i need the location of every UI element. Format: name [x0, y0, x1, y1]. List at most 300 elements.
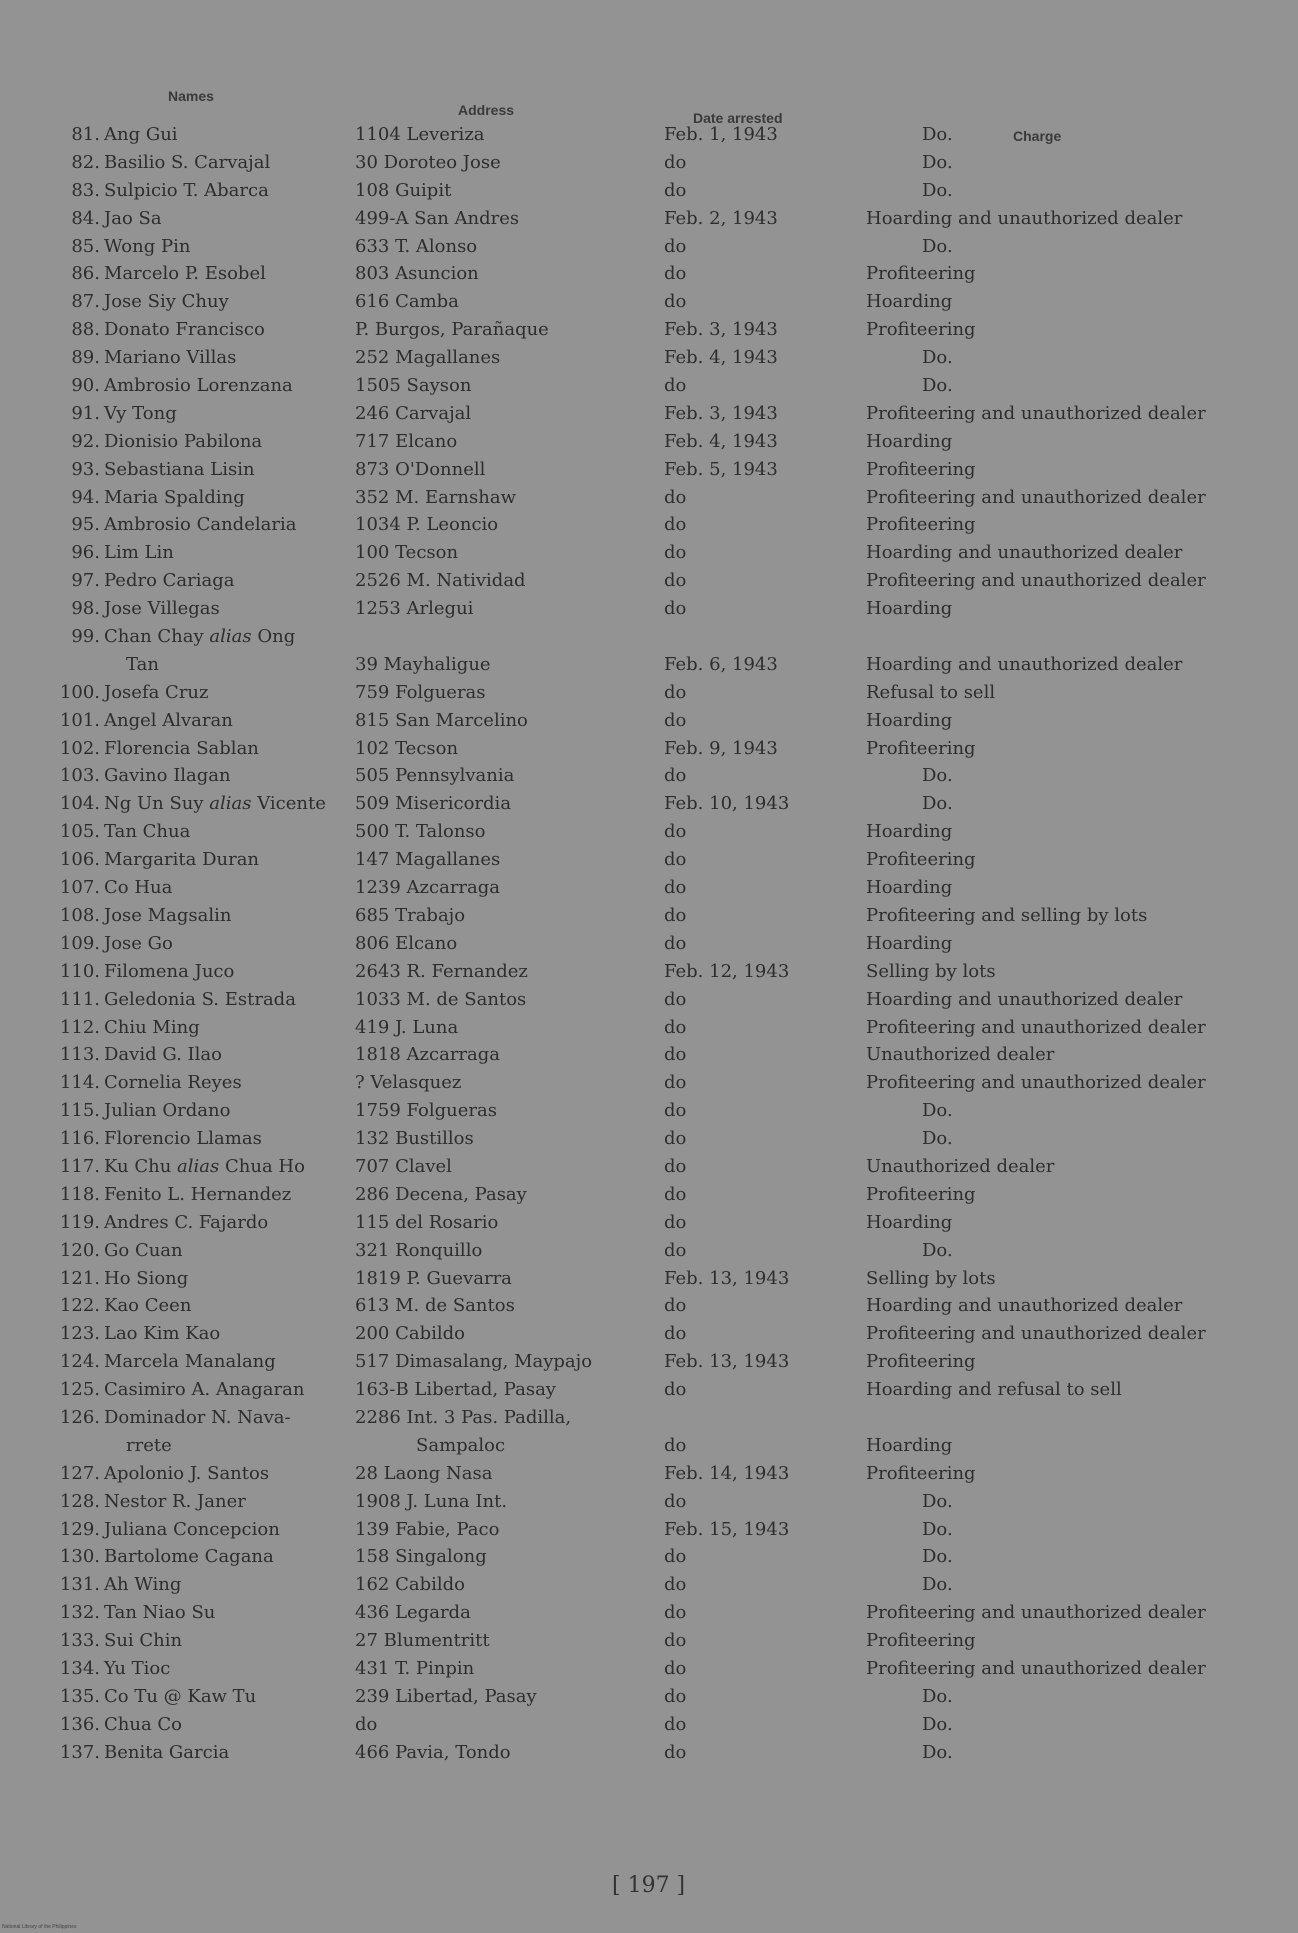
entry-number: 83. [71, 179, 100, 201]
entry-charge: Do. [922, 1490, 953, 1512]
entry-charge: Do. [922, 347, 953, 369]
entry-name: Jose Go [104, 932, 173, 954]
entry-name: Sulpicio T. Abarca [104, 179, 269, 201]
entry-charge: Do. [922, 179, 953, 201]
entry-address: 685 Trabajo [355, 904, 466, 926]
table-row [56, 1209, 1236, 1237]
entry-date: Feb. 6, 1943 [664, 653, 778, 675]
entry-date: Feb. 10, 1943 [664, 793, 790, 815]
entry-date: do [664, 1741, 687, 1763]
table-row [56, 1543, 1236, 1571]
entry-address: 2643 R. Fernandez [355, 960, 528, 982]
table-row [56, 790, 1236, 818]
entry-name: Yu Tioc [104, 1657, 171, 1679]
table-row [56, 846, 1236, 874]
entry-name: Florencio Llamas [104, 1128, 262, 1150]
entry-address: 613 M. de Santos [355, 1295, 515, 1317]
entry-number: 109. [59, 932, 100, 954]
entry-date: do [664, 1434, 687, 1456]
entry-address: 505 Pennsylvania [355, 765, 515, 787]
entry-date: Feb. 4, 1943 [664, 430, 778, 452]
entry-name: David G. Ilao [104, 1044, 222, 1066]
entry-address: 431 T. Pinpin [355, 1657, 475, 1679]
entry-name: Sebastiana Lisin [104, 458, 255, 480]
entry-date: Feb. 14, 1943 [664, 1462, 790, 1484]
entry-date: do [664, 1490, 687, 1512]
entry-number: 81. [71, 124, 100, 145]
entry-charge: Do. [922, 1713, 953, 1735]
entry-address: 707 Clavel [355, 1155, 452, 1177]
entry-number: 99. [71, 626, 100, 648]
entry-number: 111. [59, 988, 100, 1010]
entry-date: do [664, 598, 687, 620]
table-row [56, 511, 1236, 539]
entry-name: Angel Alvaran [104, 709, 233, 731]
entry-charge: Profiteering and unauthorized dealer [866, 1016, 1206, 1038]
entry-address: 30 Doroteo Jose [355, 151, 501, 173]
entry-name: Filomena Juco [104, 960, 235, 982]
entries-list [56, 121, 1236, 1767]
entry-name: Ambrosio Lorenzana [104, 375, 293, 397]
entry-address: 806 Elcano [355, 932, 458, 954]
entry-address: 759 Folgueras [355, 681, 486, 703]
entry-date: do [664, 1016, 687, 1038]
entry-name: Vy Tong [104, 402, 177, 424]
entry-charge: Do. [922, 1518, 953, 1540]
table-row [56, 1292, 1236, 1320]
entry-name: Ho Siong [104, 1267, 189, 1289]
entry-address: 873 O'Donnell [355, 458, 486, 480]
table-row [56, 260, 1236, 288]
entry-number: 131. [59, 1574, 100, 1596]
entry-date: Feb. 1, 1943 [664, 124, 778, 145]
entry-charge: Profiteering and selling by lots [866, 904, 1148, 926]
entry-date: Feb. 3, 1943 [664, 402, 778, 424]
entry-charge: Do. [922, 1685, 953, 1707]
entry-name: Apolonio J. Santos [104, 1462, 270, 1484]
header-charge: Charge [1013, 128, 1062, 144]
entry-address-continued: Sampaloc [416, 1434, 506, 1456]
entry-address: 2526 M. Natividad [355, 570, 526, 592]
entry-number: 104. [59, 793, 100, 815]
entry-charge: Profiteering [866, 1351, 976, 1373]
table-row [56, 1599, 1236, 1627]
table-row [56, 707, 1236, 735]
entry-name: Jose Magsalin [104, 904, 232, 926]
entry-charge: Profiteering and unauthorized dealer [866, 486, 1206, 508]
entry-charge: Hoarding and unauthorized dealer [866, 542, 1183, 564]
entry-address: 1239 Azcarraga [355, 877, 501, 899]
entry-charge: Hoarding and unauthorized dealer [866, 1295, 1183, 1317]
entry-address: 803 Asuncion [355, 263, 479, 285]
entry-number: 101. [59, 709, 100, 731]
entry-charge: Profiteering [866, 458, 976, 480]
entry-name: Ang Gui [104, 124, 178, 145]
entry-name: Fenito L. Hernandez [104, 1183, 292, 1205]
entry-address: 39 Mayhaligue [355, 653, 491, 675]
entry-charge: Hoarding [866, 430, 953, 452]
entry-charge: Profiteering [866, 849, 976, 871]
entry-name: Marcela Manalang [104, 1351, 276, 1373]
entry-address: 517 Dimasalang, Maypajo [355, 1351, 593, 1373]
entry-date: do [664, 151, 687, 173]
entry-charge: Do. [922, 1546, 953, 1568]
entry-name: Go Cuan [104, 1239, 183, 1261]
entry-address: 1819 P. Guevarra [355, 1267, 512, 1289]
entry-charge: Profiteering and unauthorized dealer [866, 1602, 1206, 1624]
entry-date: do [664, 1211, 687, 1233]
entry-number: 94. [71, 486, 100, 508]
entry-address: 108 Guipit [355, 179, 452, 201]
entry-charge: Profiteering [866, 319, 976, 341]
entry-date: do [664, 1044, 687, 1066]
entry-date: Feb. 2, 1943 [664, 207, 778, 229]
entry-name: Sui Chin [104, 1630, 183, 1652]
entry-charge: Hoarding [866, 877, 953, 899]
entry-address: 466 Pavia, Tondo [355, 1741, 511, 1763]
entry-name: Margarita Duran [104, 849, 260, 871]
entry-charge: Profiteering [866, 1630, 976, 1652]
entry-date: do [664, 1602, 687, 1624]
table-row [56, 679, 1236, 707]
entry-charge: Hoarding and unauthorized dealer [866, 207, 1183, 229]
entry-address: 2286 Int. 3 Pas. Padilla, [355, 1406, 572, 1428]
entry-name: Gavino Ilagan [104, 765, 231, 787]
entry-address: 1104 Leveriza [355, 124, 485, 145]
entry-date: Feb. 13, 1943 [664, 1267, 790, 1289]
entry-number: 134. [59, 1657, 100, 1679]
table-row [56, 1711, 1236, 1739]
entry-address: 509 Misericordia [355, 793, 512, 815]
entry-date: do [664, 1128, 687, 1150]
entry-charge: Selling by lots [866, 960, 996, 982]
entry-date: do [664, 849, 687, 871]
entry-address: 717 Elcano [355, 430, 458, 452]
entry-charge: Unauthorized dealer [866, 1155, 1055, 1177]
entry-number: 117. [59, 1155, 100, 1177]
entry-date: do [664, 821, 687, 843]
entry-number: 123. [59, 1323, 100, 1345]
entry-number: 135. [59, 1685, 100, 1707]
entry-charge: Hoarding [866, 709, 953, 731]
entry-date: do [664, 179, 687, 201]
entry-charge: Hoarding and refusal to sell [866, 1379, 1122, 1401]
entry-name: Dominador N. Nava- [104, 1406, 291, 1428]
entry-date: do [664, 932, 687, 954]
entry-name: Jose Siy Chuy [104, 291, 229, 313]
entry-address: 246 Carvajal [355, 402, 472, 424]
header-date-arrested: Date arrested [693, 110, 783, 126]
table-row [56, 1348, 1236, 1376]
table-row [56, 1320, 1236, 1348]
entry-name: Marcelo P. Esobel [104, 263, 266, 285]
entry-address: 616 Camba [355, 291, 459, 313]
entry-charge: Profiteering and unauthorized dealer [866, 1657, 1206, 1679]
table-row [56, 1739, 1236, 1767]
entry-name: Chiu Ming [104, 1016, 200, 1038]
entry-charge: Profiteering and unauthorized dealer [866, 1072, 1206, 1094]
entry-number: 110. [59, 960, 100, 982]
header-names: Names [168, 88, 214, 104]
entry-charge: Profiteering [866, 1183, 976, 1205]
table-row [56, 1432, 1236, 1460]
table-row [56, 1488, 1236, 1516]
table-row [56, 1627, 1236, 1655]
entry-date: do [664, 1100, 687, 1122]
table-row [56, 986, 1236, 1014]
entry-name: Jao Sa [104, 207, 162, 229]
table-row [56, 1404, 1236, 1432]
entry-charge: Selling by lots [866, 1267, 996, 1289]
entry-charge: Do. [922, 765, 953, 787]
entry-number: 85. [71, 235, 100, 257]
entry-name: Co Hua [104, 877, 173, 899]
entry-date: do [664, 1574, 687, 1596]
entry-number: 84. [71, 207, 100, 229]
entry-name: Casimiro A. Anagaran [104, 1379, 305, 1401]
entry-number: 121. [59, 1267, 100, 1289]
entry-number: 91. [71, 402, 100, 424]
entry-address: 321 Ronquillo [355, 1239, 483, 1261]
entry-charge: Do. [922, 235, 953, 257]
entry-date: Feb. 15, 1943 [664, 1518, 790, 1540]
entry-name: Jose Villegas [104, 598, 220, 620]
entry-number: 133. [59, 1630, 100, 1652]
table-row [56, 735, 1236, 763]
table-row [56, 400, 1236, 428]
entry-address: 286 Decena, Pasay [355, 1183, 527, 1205]
entry-charge: Do. [922, 151, 953, 173]
entry-charge: Profiteering [866, 263, 976, 285]
entry-address: 239 Libertad, Pasay [355, 1685, 537, 1707]
entry-charge: Do. [922, 1741, 953, 1763]
entry-name: Pedro Cariaga [104, 570, 235, 592]
entry-number: 129. [59, 1518, 100, 1540]
table-row [56, 1683, 1236, 1711]
table-row [56, 874, 1236, 902]
entry-number: 127. [59, 1462, 100, 1484]
entry-charge: Do. [922, 124, 953, 145]
entry-address: 633 T. Alonso [355, 235, 478, 257]
entry-charge: Profiteering and unauthorized dealer [866, 1323, 1206, 1345]
table-row [56, 1069, 1236, 1097]
entry-charge: Hoarding [866, 821, 953, 843]
table-row [56, 1376, 1236, 1404]
entry-charge: Profiteering [866, 737, 976, 759]
entry-address: 1505 Sayson [355, 375, 472, 397]
entry-name: Tan Niao Su [104, 1602, 216, 1624]
entry-number: 112. [59, 1016, 100, 1038]
entry-name: Mariano Villas [104, 347, 237, 369]
entry-name: Nestor R. Janer [104, 1490, 246, 1512]
entry-date: do [664, 988, 687, 1010]
entry-charge: Profiteering and unauthorized dealer [866, 570, 1206, 592]
entry-date: do [664, 1630, 687, 1652]
entry-name-continued: rrete [126, 1434, 172, 1456]
table-row [56, 1153, 1236, 1181]
entry-date: do [664, 877, 687, 899]
entry-number: 98. [71, 598, 100, 620]
entry-name: Cornelia Reyes [104, 1072, 242, 1094]
table-row [56, 1460, 1236, 1488]
entry-date: do [664, 570, 687, 592]
entry-date: do [664, 1546, 687, 1568]
table-row [56, 1571, 1236, 1599]
entry-address: 147 Magallanes [355, 849, 501, 871]
entry-date: do [664, 1155, 687, 1177]
entry-charge: Hoarding and unauthorized dealer [866, 988, 1183, 1010]
table-row [56, 121, 1236, 149]
entry-date: do [664, 375, 687, 397]
table-row [56, 818, 1236, 846]
entry-number: 90. [71, 375, 100, 397]
entry-date: do [664, 291, 687, 313]
entry-address: 419 J. Luna [355, 1016, 459, 1038]
entry-charge: Hoarding [866, 1211, 953, 1233]
entry-number: 136. [59, 1713, 100, 1735]
entry-charge: Do. [922, 375, 953, 397]
entry-date: Feb. 4, 1943 [664, 347, 778, 369]
table-row [56, 1655, 1236, 1683]
table-row [56, 902, 1236, 930]
entry-name: Ku Chu alias Chua Ho [104, 1155, 305, 1177]
table-row [56, 539, 1236, 567]
entry-name: Benita Garcia [104, 1741, 230, 1763]
entry-address: 102 Tecson [355, 737, 459, 759]
entry-address: 115 del Rosario [355, 1211, 499, 1233]
entry-name: Co Tu @ Kaw Tu [104, 1685, 257, 1707]
entry-number: 89. [71, 347, 100, 369]
entry-charge: Hoarding [866, 1434, 953, 1456]
entry-date: Feb. 12, 1943 [664, 960, 790, 982]
entry-date: do [664, 1657, 687, 1679]
entry-number: 119. [59, 1211, 100, 1233]
table-row [56, 567, 1236, 595]
entry-date: do [664, 1379, 687, 1401]
entry-charge: Hoarding [866, 932, 953, 954]
entry-charge: Refusal to sell [866, 681, 996, 703]
entry-number: 115. [59, 1100, 100, 1122]
entry-address: 352 M. Earnshaw [355, 486, 516, 508]
entry-name: Tan Chua [104, 821, 191, 843]
entry-number: 88. [71, 319, 100, 341]
entry-charge: Unauthorized dealer [866, 1044, 1055, 1066]
table-row [56, 623, 1236, 651]
entry-address: 158 Singalong [355, 1546, 487, 1568]
entry-number: 102. [59, 737, 100, 759]
entry-name: Josefa Cruz [104, 681, 209, 703]
entry-name: Basilio S. Carvajal [104, 151, 271, 173]
entry-date: do [664, 1072, 687, 1094]
entry-charge: Do. [922, 1100, 953, 1122]
entry-name: Chan Chay alias Ong [104, 626, 296, 648]
entry-charge: Do. [922, 1128, 953, 1150]
entry-name: Donato Francisco [104, 319, 265, 341]
entry-date: Feb. 13, 1943 [664, 1351, 790, 1373]
entry-name: Bartolome Cagana [104, 1546, 274, 1568]
entry-charge: Profiteering [866, 514, 976, 536]
entry-number: 132. [59, 1602, 100, 1624]
table-row [56, 177, 1236, 205]
table-row [56, 484, 1236, 512]
header-address: Address [458, 102, 515, 118]
entry-date: Feb. 5, 1943 [664, 458, 778, 480]
table-row [56, 1125, 1236, 1153]
entry-charge: Profiteering and unauthorized dealer [866, 402, 1206, 424]
entry-number: 118. [59, 1183, 100, 1205]
entry-number: 126. [59, 1406, 100, 1428]
entry-number: 120. [59, 1239, 100, 1261]
entry-number: 92. [71, 430, 100, 452]
table-row [56, 595, 1236, 623]
table-row [56, 233, 1236, 261]
entry-charge: Hoarding and unauthorized dealer [866, 653, 1183, 675]
table-row [56, 344, 1236, 372]
entry-address: 139 Fabie, Paco [355, 1518, 500, 1540]
entry-number: 95. [71, 514, 100, 536]
entry-number: 103. [59, 765, 100, 787]
entry-name: Wong Pin [104, 235, 191, 257]
entry-address: 100 Tecson [355, 542, 459, 564]
entry-date: do [664, 514, 687, 536]
entry-address: do [355, 1713, 378, 1735]
table-row [56, 930, 1236, 958]
table-row [56, 1041, 1236, 1069]
entry-date: do [664, 263, 687, 285]
footer-credit: National Library of the Philippines [2, 1924, 77, 1930]
entry-name: Ng Un Suy alias Vicente [104, 793, 326, 815]
entry-number: 122. [59, 1295, 100, 1317]
entry-date: do [664, 1713, 687, 1735]
entry-charge: Hoarding [866, 598, 953, 620]
entry-name: Ah Wing [104, 1574, 182, 1596]
entry-address: 1818 Azcarraga [355, 1044, 501, 1066]
entry-number: 116. [59, 1128, 100, 1150]
table-row [56, 1516, 1236, 1544]
entry-number: 124. [59, 1351, 100, 1373]
entry-date: do [664, 235, 687, 257]
table-row [56, 316, 1236, 344]
entry-name: Ambrosio Candelaria [104, 514, 297, 536]
entry-number: 105. [59, 821, 100, 843]
entry-name: Chua Co [104, 1713, 183, 1735]
entry-number: 130. [59, 1546, 100, 1568]
entry-date: do [664, 1323, 687, 1345]
table-row [56, 762, 1236, 790]
entry-name: Juliana Concepcion [104, 1518, 280, 1540]
entry-number: 108. [59, 904, 100, 926]
entry-number: 128. [59, 1490, 100, 1512]
table-row [56, 958, 1236, 986]
entry-name: Dionisio Pabilona [104, 430, 263, 452]
table-row [56, 1265, 1236, 1293]
entry-name: Kao Ceen [104, 1295, 192, 1317]
entry-number: 82. [71, 151, 100, 173]
entry-address: 1034 P. Leoncio [355, 514, 499, 536]
entry-address: 499-A San Andres [355, 207, 520, 229]
entry-address: 1253 Arlegui [355, 598, 474, 620]
entry-date: Feb. 3, 1943 [664, 319, 778, 341]
entry-address: 252 Magallanes [355, 347, 501, 369]
table-row [56, 1097, 1236, 1125]
entry-address: 132 Bustillos [355, 1128, 474, 1150]
table-row [56, 1237, 1236, 1265]
entry-address: ? Velasquez [355, 1072, 462, 1094]
entry-number: 96. [71, 542, 100, 564]
entry-address: 28 Laong Nasa [355, 1462, 493, 1484]
entry-charge: Do. [922, 793, 953, 815]
table-row [56, 1181, 1236, 1209]
